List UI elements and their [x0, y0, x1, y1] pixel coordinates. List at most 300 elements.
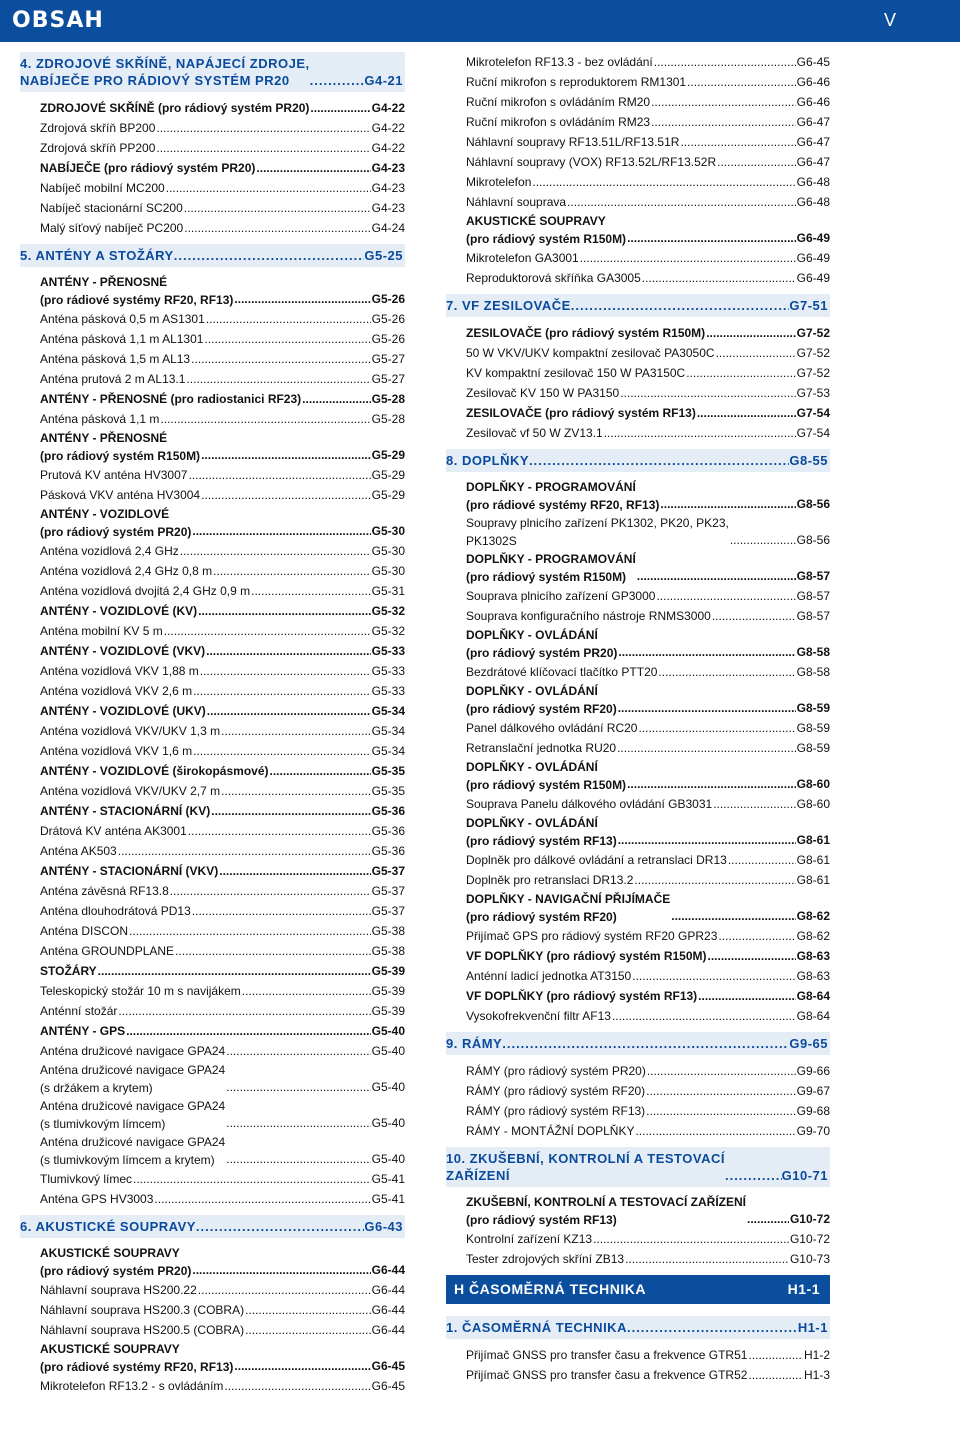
entry-page: G9-70 — [796, 1124, 830, 1138]
dot-leader — [164, 621, 371, 641]
dot-leader — [224, 1376, 370, 1396]
entry-title: Malý síťový nabíječ PC200 — [40, 221, 184, 235]
toc-entry[interactable] — [446, 606, 830, 626]
entry-title: Anténa GPS HV3003 — [40, 1192, 154, 1206]
dot-leader — [627, 774, 796, 794]
toc-entry[interactable] — [446, 870, 830, 890]
dot-leader — [180, 541, 371, 561]
toc-entry[interactable] — [20, 661, 405, 681]
entry-page: G7-54 — [796, 426, 830, 440]
dot-leader — [717, 152, 796, 172]
toc-entry[interactable] — [20, 601, 405, 621]
dot-leader — [226, 1113, 370, 1133]
entry-page: G5-41 — [371, 1172, 405, 1186]
dot-leader — [156, 118, 370, 138]
toc-entry[interactable] — [20, 961, 405, 981]
toc-entry[interactable] — [446, 248, 830, 268]
toc-entry[interactable] — [446, 343, 830, 363]
entry-title: Mikrotelefon GA3001 — [466, 251, 579, 265]
toc-entry[interactable] — [446, 152, 830, 172]
toc-entry[interactable] — [446, 1101, 830, 1121]
entry-page: G5-29 — [371, 468, 405, 482]
entry-title: VF DOPLŇKY (pro rádiový systém R150M) — [466, 949, 707, 963]
entry-title: Anténa mobilní KV 5 m — [40, 624, 163, 638]
header-bar — [0, 0, 960, 42]
dot-leader — [251, 581, 371, 601]
toc-entry[interactable] — [446, 132, 830, 152]
dot-leader — [642, 268, 796, 288]
toc-entry[interactable] — [20, 218, 405, 238]
toc-entry[interactable] — [446, 383, 830, 403]
toc-entry[interactable] — [20, 1021, 405, 1041]
entry-page: G5-30 — [371, 544, 405, 558]
toc-entry[interactable] — [20, 158, 405, 178]
dot-leader — [234, 289, 370, 309]
toc-entry[interactable] — [446, 986, 830, 1006]
entry-page: G5-30 — [371, 564, 405, 578]
entry-title: Anténa družicové navigace GPA24 (s držákem a krytem) — [40, 1063, 226, 1095]
toc-entry[interactable] — [20, 98, 405, 118]
entry-title: Anténa vozidlová VKV/UKV 2,7 m — [40, 784, 221, 798]
toc-entry[interactable] — [446, 550, 830, 586]
entry-page: G4-23 — [371, 201, 405, 215]
entry-page: G5-41 — [371, 1192, 405, 1206]
toc-entry[interactable] — [446, 718, 830, 738]
entry-title: ANTÉNY - PŘENOSNÉ (pro radiostanici RF23) — [40, 392, 302, 406]
toc-entry[interactable] — [20, 273, 405, 309]
toc-entry[interactable] — [446, 1249, 830, 1269]
dot-leader — [186, 369, 370, 389]
toc-entry[interactable] — [20, 921, 405, 941]
entry-title: Nabíječ mobilní MC200 — [40, 181, 165, 195]
toc-entry[interactable] — [446, 268, 830, 288]
dot-leader — [632, 966, 795, 986]
entry-page: G5-28 — [371, 412, 405, 426]
dot-leader — [129, 921, 371, 941]
toc-entry[interactable] — [20, 485, 405, 505]
toc-entry[interactable] — [446, 758, 830, 794]
dot-leader — [580, 248, 796, 268]
toc-section-heading[interactable] — [20, 244, 405, 267]
entry-title: DOPLŇKY - OVLÁDÁNÍ (pro rádiový systém PR20) — [466, 628, 618, 660]
entry-title: ZKUŠEBNÍ, KONTROLNÍ A TESTOVACÍ ZAŘÍZENÍ (pro rádiový systém RF13) — [466, 1195, 747, 1227]
dot-leader — [728, 850, 796, 870]
entry-title: Přijímač GNSS pro transfer času a frekvence GTR52 — [466, 1368, 748, 1382]
toc-section-heading[interactable] — [446, 1147, 830, 1187]
entry-title: Tester zdrojových skříní ZB13 — [466, 1252, 625, 1266]
dot-leader — [206, 309, 371, 329]
dot-leader — [192, 1260, 370, 1280]
toc-entry[interactable] — [20, 1001, 405, 1021]
toc-section-heading[interactable] — [446, 294, 830, 317]
dot-leader — [170, 881, 371, 901]
entry-title: Anténa dlouhodrátová PD13 — [40, 904, 191, 918]
toc-entry[interactable] — [20, 801, 405, 821]
entry-page: G5-26 — [371, 332, 405, 346]
toc-entry[interactable] — [20, 721, 405, 741]
toc-entry[interactable] — [446, 192, 830, 212]
entry-page: G6-46 — [796, 75, 830, 89]
dot-leader — [242, 981, 371, 1001]
entry-title: ANTÉNY - VOZIDLOVÉ (pro rádiový systém PR20) — [40, 507, 192, 539]
toc-entry[interactable] — [446, 586, 830, 606]
toc-entry[interactable] — [20, 841, 405, 861]
entry-title: AKUSTICKÉ SOUPRAVY (pro rádiový systém R150M) — [466, 214, 627, 246]
toc-entry[interactable] — [446, 172, 830, 192]
entry-page: G7-52 — [796, 346, 830, 360]
dot-leader — [118, 1001, 370, 1021]
entry-page: G5-27 — [371, 352, 405, 366]
entry-page: G4-22 — [371, 121, 405, 135]
dot-leader — [198, 601, 371, 621]
toc-entry[interactable] — [20, 641, 405, 661]
dot-leader — [656, 586, 795, 606]
dot-leader — [118, 841, 371, 861]
section-title: 9. RÁMY — [446, 1036, 503, 1051]
dot-leader — [618, 642, 795, 662]
toc-section-heading[interactable] — [446, 1032, 830, 1055]
toc-entry[interactable] — [446, 926, 830, 946]
dot-leader — [226, 1077, 370, 1097]
section-page: G8-55 — [789, 453, 828, 468]
entry-page: G7-52 — [796, 366, 830, 380]
dot-leader — [713, 794, 795, 814]
section-title: 6. AKUSTICKÉ SOUPRAVY — [20, 1219, 196, 1234]
dot-leader — [698, 986, 795, 1006]
toc-entry[interactable] — [20, 1133, 405, 1169]
toc-entry[interactable] — [446, 662, 830, 682]
entry-title: Anténa AK503 — [40, 844, 117, 858]
toc-entry[interactable] — [20, 1244, 405, 1280]
dot-leader — [213, 561, 371, 581]
entry-page: G9-66 — [796, 1064, 830, 1078]
toc-entry[interactable] — [20, 861, 405, 881]
toc-entry[interactable] — [446, 1345, 830, 1365]
toc-entry[interactable] — [20, 369, 405, 389]
entry-title: AKUSTICKÉ SOUPRAVY (pro rádiový systém PR20) — [40, 1246, 192, 1278]
toc-entry[interactable] — [20, 409, 405, 429]
entry-title: Anténa závěsná RF13.8 — [40, 884, 169, 898]
toc-entry[interactable] — [446, 626, 830, 662]
dot-leader — [270, 761, 371, 781]
toc-entry[interactable] — [20, 741, 405, 761]
toc-entry[interactable] — [20, 198, 405, 218]
toc-entry[interactable] — [20, 541, 405, 561]
toc-entry[interactable] — [446, 738, 830, 758]
toc-entry[interactable] — [20, 389, 405, 409]
entry-page: G8-57 — [796, 589, 830, 603]
entry-title: Anténa prutová 2 m AL13.1 — [40, 372, 186, 386]
entry-title: Anténa vozidlová VKV 1,88 m — [40, 664, 199, 678]
entry-page: G8-57 — [796, 569, 830, 583]
entry-page: G6-48 — [796, 195, 830, 209]
entry-title: Souprava Panelu dálkového ovládání GB3031 — [466, 797, 713, 811]
dot-leader — [620, 383, 795, 403]
dot-leader — [646, 1101, 795, 1121]
entry-page: G5-29 — [371, 488, 405, 502]
dot-leader — [245, 1320, 371, 1340]
toc-entry[interactable] — [20, 981, 405, 1001]
entry-title: DOPLŇKY - OVLÁDÁNÍ (pro rádiový systém RF20) — [466, 684, 617, 716]
entry-title: Vysokofrekvenční filtr AF13 — [466, 1009, 611, 1023]
entry-title: Soupravy plnicího zařízení PK1302, PK20, PK23, PK1302S — [466, 516, 729, 548]
toc-entry[interactable] — [20, 465, 405, 485]
dot-leader — [718, 926, 795, 946]
toc-entry[interactable] — [20, 761, 405, 781]
dot-leader — [198, 1280, 371, 1300]
entry-page: H1-2 — [803, 1348, 830, 1362]
section-title: H ČASOMĚRNÁ TECHNIKA — [454, 1281, 646, 1297]
entry-title: Anténa družicové navigace GPA24 (s tlumivkovým límcem) — [40, 1099, 226, 1131]
entry-title: STOŽÁRY — [40, 964, 97, 978]
toc-left-column — [20, 52, 405, 1396]
entry-page: G5-40 — [371, 1116, 405, 1130]
entry-title: VF DOPLŇKY (pro rádiový systém RF13) — [466, 989, 698, 1003]
dot-leader — [156, 138, 370, 158]
dot-leader — [226, 1041, 370, 1061]
dot-leader — [193, 741, 371, 761]
dot-leader — [680, 132, 795, 152]
toc-entry[interactable] — [446, 1229, 830, 1249]
entry-page: G7-54 — [796, 406, 830, 420]
toc-entry[interactable] — [446, 1365, 830, 1385]
entry-page: G6-44 — [371, 1263, 405, 1277]
toc-entry[interactable] — [20, 178, 405, 198]
entry-title: Zesilovač KV 150 W PA3150 — [466, 386, 620, 400]
dot-leader — [671, 906, 795, 926]
entry-page: G5-33 — [371, 644, 405, 658]
entry-title: DOPLŇKY - OVLÁDÁNÍ (pro rádiový systém R150M) — [466, 760, 627, 792]
toc-entry[interactable] — [446, 1006, 830, 1026]
entry-title: ANTÉNY - VOZIDLOVÉ (širokopásmové) — [40, 764, 269, 778]
dot-leader — [604, 423, 796, 443]
dot-leader — [160, 409, 370, 429]
toc-entry[interactable] — [446, 323, 830, 343]
entry-page: G6-49 — [796, 231, 830, 245]
toc-entry[interactable] — [446, 403, 830, 423]
toc-entry[interactable] — [20, 1280, 405, 1300]
entry-title: RÁMY (pro rádiový systém RF20) — [466, 1084, 646, 1098]
dot-leader — [730, 530, 796, 550]
toc-entry[interactable] — [20, 1041, 405, 1061]
dot-leader — [646, 1081, 795, 1101]
toc-entry[interactable] — [20, 581, 405, 601]
entry-title: ANTÉNY - PŘENOSNÉ (pro rádiové systémy RF20, RF13) — [40, 275, 234, 307]
toc-entry[interactable] — [20, 781, 405, 801]
toc-entry[interactable] — [20, 1340, 405, 1376]
toc-entry[interactable] — [446, 1061, 830, 1081]
entry-title: ANTÉNY - VOZIDLOVÉ (KV) — [40, 604, 198, 618]
entry-page: G10-72 — [789, 1232, 830, 1246]
entry-page: G5-37 — [371, 904, 405, 918]
section-title: 4. ZDROJOVÉ SKŘÍNĚ, NAPÁJECÍ ZDROJE, NABÍJEČE PRO RÁDIOVÝ SYSTÉM PR20 — [20, 56, 310, 88]
toc-entry[interactable] — [446, 890, 830, 926]
toc-entry[interactable] — [20, 681, 405, 701]
toc-entry[interactable] — [20, 621, 405, 641]
toc-entry[interactable] — [20, 941, 405, 961]
section-title: 7. VF ZESILOVAČE — [446, 298, 571, 313]
entry-page: H1-3 — [803, 1368, 830, 1382]
section-title: 1. ČASOMĚRNÁ TECHNIKA — [446, 1320, 627, 1335]
entry-page: G8-61 — [796, 873, 830, 887]
dot-leader — [234, 1356, 370, 1376]
dot-leader — [716, 343, 796, 363]
dot-leader — [635, 1121, 795, 1141]
section-page: G6-43 — [364, 1219, 403, 1234]
entry-page: G8-56 — [796, 497, 830, 511]
entry-page: G6-44 — [371, 1303, 405, 1317]
entry-page: G5-28 — [371, 392, 405, 406]
dot-leader — [256, 158, 370, 178]
entry-title: Anténa družicové navigace GPA24 — [40, 1044, 226, 1058]
dot-leader — [184, 198, 371, 218]
dot-leader — [634, 870, 795, 890]
entry-page: G5-40 — [371, 1080, 405, 1094]
entry-title: Anténa vozidlová VKV 1,6 m — [40, 744, 193, 758]
toc-entry[interactable] — [20, 1097, 405, 1133]
dot-leader — [617, 738, 796, 758]
dot-leader — [637, 566, 796, 586]
entry-page: G9-68 — [796, 1104, 830, 1118]
dot-leader — [204, 329, 370, 349]
toc-entry[interactable] — [446, 52, 830, 72]
toc-entry[interactable] — [446, 1193, 830, 1229]
dot-leader — [627, 1319, 798, 1336]
toc-entry[interactable] — [446, 814, 830, 850]
entry-page: G6-45 — [796, 55, 830, 69]
toc-entry[interactable] — [20, 1061, 405, 1097]
entry-page: G7-52 — [796, 326, 830, 340]
dot-leader — [686, 363, 795, 383]
toc-entry[interactable] — [20, 329, 405, 349]
dot-leader — [302, 389, 370, 409]
toc-entry[interactable] — [20, 309, 405, 329]
toc-entry[interactable] — [446, 212, 830, 248]
entry-title: Náhlavní soupravy RF13.51L/RF13.51R — [466, 135, 680, 149]
entry-page: G5-39 — [371, 1004, 405, 1018]
entry-title: AKUSTICKÉ SOUPRAVY (pro rádiové systémy RF20, RF13) — [40, 1342, 234, 1374]
entry-page: G8-59 — [796, 741, 830, 755]
page-number: V — [884, 10, 897, 30]
toc-entry[interactable] — [20, 1189, 405, 1209]
toc-section-heading[interactable] — [446, 449, 830, 472]
entry-title: ANTÉNY - STACIONÁRNÍ (VKV) — [40, 864, 219, 878]
dot-leader — [207, 701, 371, 721]
section-title: 10. ZKUŠEBNÍ, KONTROLNÍ A TESTOVACÍ ZAŘÍZENÍ — [446, 1151, 725, 1183]
toc-entry[interactable] — [446, 682, 830, 718]
dot-leader — [627, 228, 796, 248]
entry-title: Panel dálkového ovládání RC20 — [466, 721, 638, 735]
entry-title: Bezdrátové klíčovací tlačítko PTT20 — [466, 665, 658, 679]
entry-page: G4-23 — [371, 181, 405, 195]
toc-entry[interactable] — [20, 901, 405, 921]
entry-page: G5-36 — [371, 824, 405, 838]
entry-page: G5-36 — [371, 844, 405, 858]
dot-leader — [166, 178, 371, 198]
entry-page: G8-56 — [796, 533, 830, 547]
toc-entry[interactable] — [20, 1320, 405, 1340]
entry-page: G8-62 — [796, 909, 830, 923]
dot-leader — [593, 1229, 789, 1249]
toc-entry[interactable] — [20, 701, 405, 721]
toc-entry[interactable] — [20, 349, 405, 369]
toc-entry[interactable] — [446, 1121, 830, 1141]
toc-entry[interactable] — [446, 946, 830, 966]
toc-entry[interactable] — [446, 850, 830, 870]
dot-leader — [193, 681, 371, 701]
toc-entry[interactable] — [20, 1376, 405, 1396]
entry-title: Mikrotelefon RF13.3 - bez ovládání — [466, 55, 653, 69]
dot-leader — [687, 72, 796, 92]
toc-entry[interactable] — [20, 118, 405, 138]
toc-entry[interactable] — [446, 112, 830, 132]
entry-page: G4-24 — [371, 221, 405, 235]
toc-section-heading[interactable] — [20, 52, 405, 92]
entry-page: G9-67 — [796, 1084, 830, 1098]
entry-title: Náhlavní souprava HS200.3 (COBRA) — [40, 1303, 245, 1317]
toc-entry[interactable] — [20, 505, 405, 541]
dot-leader — [567, 192, 796, 212]
toc-section-heading[interactable] — [20, 1215, 405, 1238]
section-title: 5. ANTÉNY A STOŽÁRY — [20, 248, 174, 263]
toc-entry[interactable] — [20, 1169, 405, 1189]
entry-title: Mikrotelefon — [466, 175, 532, 189]
entry-page: G10-72 — [789, 1212, 830, 1226]
entry-page: G6-44 — [371, 1323, 405, 1337]
dot-leader — [706, 323, 795, 343]
toc-entry[interactable] — [446, 966, 830, 986]
toc-entry[interactable] — [446, 1081, 830, 1101]
toc-entry[interactable] — [446, 92, 830, 112]
entry-page: G5-39 — [371, 964, 405, 978]
dot-leader — [618, 830, 796, 850]
toc-entry[interactable] — [446, 794, 830, 814]
entry-page: G6-47 — [796, 135, 830, 149]
entry-page: G5-32 — [371, 624, 405, 638]
toc-entry[interactable] — [446, 514, 830, 550]
toc-entry[interactable] — [20, 561, 405, 581]
dot-leader — [651, 112, 796, 132]
entry-page: G6-48 — [796, 175, 830, 189]
dot-leader — [192, 521, 370, 541]
dot-leader — [725, 1167, 782, 1184]
dot-leader — [638, 718, 795, 738]
toc-entry[interactable] — [446, 478, 830, 514]
entry-title: Anténa vozidlová VKV 2,6 m — [40, 684, 193, 698]
entry-title: Náhlavní soupravy (VOX) RF13.52L/RF13.52R — [466, 155, 717, 169]
toc-entry[interactable] — [20, 821, 405, 841]
entry-page: G5-30 — [371, 524, 405, 538]
dot-leader — [571, 297, 790, 314]
entry-page: G5-29 — [371, 448, 405, 462]
toc-section-heading[interactable] — [446, 1275, 830, 1304]
toc-entry[interactable] — [20, 429, 405, 465]
toc-entry[interactable] — [446, 423, 830, 443]
toc-entry[interactable] — [446, 72, 830, 92]
toc-entry[interactable] — [20, 881, 405, 901]
dot-leader — [748, 1345, 803, 1365]
section-page: H1-1 — [787, 1281, 820, 1297]
toc-entry[interactable] — [20, 1300, 405, 1320]
entry-title: Ruční mikrofon s reproduktorem RM1301 — [466, 75, 687, 89]
dot-leader — [188, 821, 371, 841]
entry-page: G5-27 — [371, 372, 405, 386]
toc-entry[interactable] — [446, 363, 830, 383]
toc-section-heading[interactable] — [446, 1316, 830, 1339]
entry-page: G8-61 — [796, 853, 830, 867]
toc-entry[interactable] — [20, 138, 405, 158]
dot-leader — [654, 52, 796, 72]
